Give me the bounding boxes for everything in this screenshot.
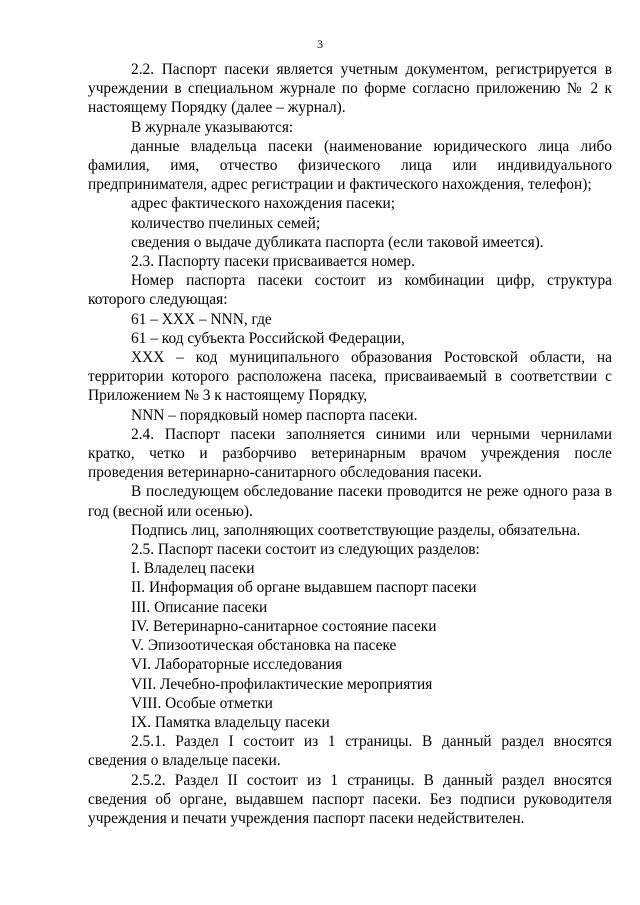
paragraph-owner-data: данные владельца пасеки (наименование юридического лица либо фамилия, имя, отчество физического лица или индивидуального предпринимателя, адрес регистрации и фактического нахождения, телефон);	[88, 137, 612, 194]
section-list-item: VIII. Особые отметки	[131, 694, 273, 712]
document-body	[88, 60, 612, 828]
section-list-item: VII. Лечебно-профилактические мероприятия	[131, 675, 433, 693]
section-list-item: VI. Лабораторные исследования	[131, 656, 343, 674]
paragraph-number-structure: Номер паспорта пасеки состоит из комбинации цифр, структура которого следующая:	[88, 272, 612, 309]
paragraph-inspection-frequency: В последующем обследование пасеки проводится не реже одного раза в год (весной или осенью).	[88, 483, 612, 520]
section-list-item: III. Описание пасеки	[131, 598, 268, 616]
paragraph-bee-colonies: количество пчелиных семей;	[131, 214, 321, 232]
paragraph-region-code: 61 – код субъекта Российской Федерации,	[131, 329, 405, 347]
section-list-item: IX. Памятка владельцу пасеки	[131, 713, 330, 731]
paragraph-municipal-code: XXX – код муниципального образования Ростовской области, на территории которого расположена пасека, присваиваемый в соответствии с Приложением № 3 к настоящему Порядку,	[88, 349, 612, 405]
section-list-item: I. Владелец пасеки	[131, 560, 255, 578]
paragraph-signature: Подпись лиц, заполняющих соответствующие разделы, обязательна.	[131, 521, 581, 539]
paragraph-journal-intro: В журнале указываются:	[131, 118, 294, 136]
paragraph-2-5-1: 2.5.1. Раздел I состоит из 1 страницы. В данный раздел вносятся сведения о владельце пасеки.	[88, 733, 612, 770]
paragraph-sequence-number: NNN – порядковый номер паспорта пасеки.	[131, 406, 418, 424]
paragraph-apiary-address: адрес фактического нахождения пасеки;	[131, 195, 396, 213]
section-list-item: V. Эпизоотическая обстановка на пасеке	[131, 637, 397, 655]
paragraph-2-5-2: 2.5.2. Раздел II состоит из 1 страницы. В данный раздел вносятся сведения об органе, выдавшем паспорт пасеки. Без подписи руководителя учреждения и печати учреждения паспорт пасеки недействителен.	[88, 771, 612, 827]
paragraph-2-4: 2.4. Паспорт пасеки заполняется синими или черными чернилами кратко, четко и разборчиво ветеринарным врачом учреждения после проведения ветеринарно-санитарного обследования пасеки.	[88, 425, 612, 482]
paragraph-2-5: 2.5. Паспорт пасеки состоит из следующих разделов:	[131, 541, 480, 559]
page-number: 3	[317, 37, 323, 51]
paragraph-2-3: 2.3. Паспорту пасеки присваивается номер.	[131, 253, 415, 271]
section-list-item: IV. Ветеринарно-санитарное состояние пасеки	[131, 617, 437, 635]
section-list-item: II. Информация об органе выдавшем паспорт пасеки	[131, 579, 477, 597]
paragraph-number-format: 61 – XXX – NNN, где	[131, 310, 272, 328]
paragraph-duplicate-info: сведения о выдаче дубликата паспорта (если таковой имеется).	[131, 233, 544, 251]
paragraph-2-2: 2.2. Паспорт пасеки является учетным документом, регистрируется в учреждении в специальном журнале по форме согласно приложению № 2 к настоящему Порядку (далее – журнал).	[88, 61, 612, 117]
